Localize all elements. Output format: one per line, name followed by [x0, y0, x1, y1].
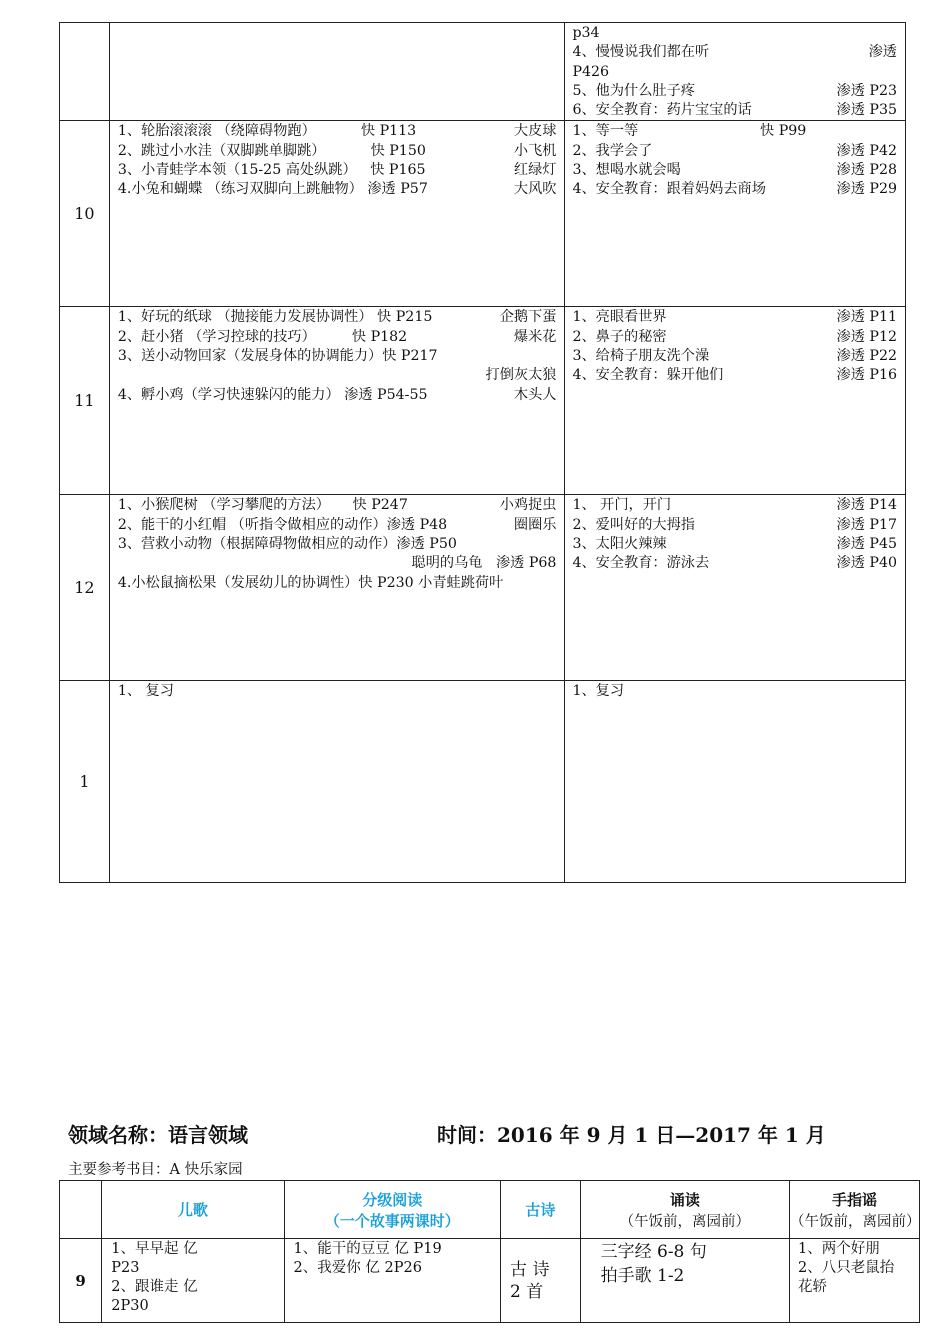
activity-ref: 渗透 P14 [836, 497, 897, 514]
plan-row [60, 681, 906, 883]
activity-text: 3、营救小动物（根据障碍物做相应的动作）渗透 P50 [117, 536, 457, 553]
activity-text: 4、安全教育：游泳去 [572, 555, 710, 572]
activity-line [118, 180, 565, 199]
activity-line [118, 516, 565, 535]
activity-line [572, 63, 905, 82]
activity-text: 1、等一等 快 P99 [572, 123, 807, 140]
activity-line [572, 101, 905, 120]
activity-ref: 圈圈乐 [513, 516, 557, 533]
activity-text: 2、能干的小红帽 （听指令做相应的动作）渗透 P48 [117, 516, 448, 533]
activity-line [572, 180, 905, 199]
activity-line [572, 366, 905, 385]
activity-line [118, 386, 565, 405]
activity-ref: 大皮球 [513, 123, 557, 140]
activity-text: 1、轮胎滚滚滚 （绕障碍物跑） 快 P113 [117, 123, 417, 140]
sports-activities-cell [109, 23, 565, 121]
activity-text: P426 [572, 63, 610, 80]
activity-ref: 渗透 P42 [836, 142, 897, 159]
activity-ref: 渗透 P11 [836, 309, 897, 326]
activity-line [572, 496, 905, 515]
header-nursery-rhymes: 儿歌 [102, 1181, 284, 1239]
health-activities-cell [565, 121, 906, 307]
sports-activities-cell [109, 121, 565, 307]
activity-line [572, 516, 905, 535]
activity-line [118, 366, 565, 385]
activity-ref: 聪明的乌龟 渗透 P68 [411, 555, 557, 572]
activity-text: 3、想喝水就会喝 [572, 162, 681, 179]
activity-line [118, 161, 565, 180]
activity-ref: 打倒灰太狼 [485, 367, 557, 384]
activity-line [118, 535, 565, 554]
ancient-poems-cell: 古 诗 2 首 [501, 1239, 581, 1323]
activity-line [118, 308, 565, 327]
plan-row [60, 307, 906, 495]
activity-line [572, 308, 905, 327]
activity-line [572, 554, 905, 573]
activity-text: 4、慢慢说我们都在听 [572, 44, 710, 61]
activity-ref: 渗透 P45 [836, 536, 897, 553]
activity-ref [556, 347, 564, 366]
activity-text: 1、小猴爬树 （学习攀爬的方法） 快 P247 [117, 497, 408, 514]
activity-ref [897, 682, 905, 701]
activity-text: 3、太阳火辣辣 [572, 536, 667, 553]
activity-line [118, 682, 565, 701]
graded-reading-cell: 1、能干的豆豆 亿 P19 2、我爱你 亿 2P26 [284, 1239, 501, 1323]
month-number [60, 23, 110, 121]
activity-text: 1、好玩的纸球 （抛接能力发展协调性） 快 P215 [117, 309, 433, 326]
health-activities-cell [565, 681, 906, 883]
activity-text: 2、跳过小水洼（双脚跳单脚跳） 快 P150 [117, 142, 426, 159]
activity-ref: 渗透 P12 [836, 328, 897, 345]
recitation-cell: 三字经 6-8 句 拍手歌 1-2 [580, 1239, 789, 1323]
activity-text: p34 [572, 25, 600, 41]
row-month-number: 9 [60, 1239, 102, 1323]
language-domain-table [59, 1180, 920, 1323]
activity-text: 4.小兔和蝴蝶 （练习双脚向上跳触物） 渗透 P57 [117, 181, 428, 198]
sports-activities-cell [109, 681, 565, 883]
activity-text: 2、爱叫好的大拇指 [572, 516, 695, 533]
header-recitation: 诵读 （午饭前，离园前） [580, 1181, 789, 1239]
activity-text: 2、鼻子的秘密 [572, 328, 667, 345]
time-range: 时间：2016 年 9 月 1 日—2017 年 1 月 [437, 1123, 826, 1147]
activity-ref: 渗透 P28 [836, 162, 897, 179]
plan-row [60, 23, 906, 121]
activity-plan-table [59, 22, 906, 883]
activity-text: 1、亮眼看世界 [572, 309, 667, 326]
activity-line [118, 328, 565, 347]
activity-ref [897, 24, 905, 43]
health-activities-cell [565, 495, 906, 681]
activity-ref: 渗透 P40 [836, 555, 897, 572]
activity-text: 4.小松鼠摘松果（发展幼儿的协调性）快 P230 小青蛙跳荷叶 [117, 574, 504, 591]
activity-ref: 小鸡捉虫 [499, 497, 557, 514]
activity-ref: 渗透 P22 [836, 348, 897, 365]
activity-text: 2、我学会了 [572, 142, 653, 159]
activity-text: 1、 开门，开门 [572, 497, 672, 514]
activity-ref: 渗透 P29 [836, 181, 897, 198]
activity-line [572, 682, 905, 701]
sports-activities-cell [109, 307, 565, 495]
finger-rhymes-cell: 1、两个好朋 2、八只老鼠抬 花轿 [790, 1239, 920, 1323]
header-graded-reading: 分级阅读 （一个故事两课时） [284, 1181, 501, 1239]
activity-ref [556, 682, 564, 701]
plan-row [60, 121, 906, 307]
activity-ref [556, 574, 564, 593]
activity-line [572, 328, 905, 347]
activity-line [118, 554, 565, 573]
activity-ref: 渗透 P16 [836, 367, 897, 384]
activity-ref: 大风吹 [513, 181, 557, 198]
activity-line [572, 24, 905, 43]
sports-activities-cell [109, 495, 565, 681]
month-number: 12 [60, 495, 110, 681]
month-number: 10 [60, 121, 110, 307]
activity-text: 4、孵小鸡（学习快速躲闪的能力） 渗透 P54-55 [117, 386, 428, 403]
plan-row [60, 495, 906, 681]
activity-text: 6、安全教育：药片宝宝的话 [572, 102, 752, 119]
activity-text: 1、复习 [572, 683, 625, 700]
activity-ref: 红绿灯 [513, 162, 557, 179]
domain-title: 领域名称：语言领域 [68, 1123, 248, 1147]
activity-text: 3、给椅子朋友洗个澡 [572, 348, 710, 365]
header-blank-cell [60, 1181, 102, 1239]
language-table-row [60, 1239, 920, 1323]
health-activities-cell [565, 307, 906, 495]
activity-ref [897, 122, 905, 141]
activity-text: 1、 复习 [117, 683, 174, 700]
activity-text: 4、安全教育：跟着妈妈去商场 [572, 181, 766, 198]
health-activities-cell [565, 23, 906, 121]
activity-text: 3、送小动物回家（发展身体的协调能力）快 P217 [117, 348, 438, 365]
activity-ref: 渗透 P23 [836, 82, 897, 99]
activity-line [572, 122, 905, 141]
month-number: 1 [60, 681, 110, 883]
activity-ref [556, 535, 564, 554]
activity-line [118, 347, 565, 366]
activity-line [572, 82, 905, 101]
activity-text: 2、赶小猪 （学习控球的技巧） 快 P182 [117, 328, 408, 345]
language-table-header [60, 1181, 920, 1239]
activity-ref: 企鹅下蛋 [499, 309, 557, 326]
activity-text: 4、安全教育：躲开他们 [572, 367, 724, 384]
activity-text: 5、他为什么肚子疼 [572, 82, 695, 99]
activity-line [572, 142, 905, 161]
nursery-rhymes-cell: 1、早早起 亿 P23 2、跟谁走 亿 2P30 [102, 1239, 284, 1323]
activity-text: 3、小青蛙学本领（15-25 高处纵跳） 快 P165 [117, 162, 426, 179]
activity-line [118, 496, 565, 515]
reference-books: 主要参考书目：A 快乐家园 [68, 1162, 243, 1178]
activity-line [118, 142, 565, 161]
activity-line [572, 43, 905, 62]
activity-ref: 爆米花 [513, 328, 557, 345]
activity-line [572, 161, 905, 180]
activity-ref: 渗透 P17 [836, 516, 897, 533]
activity-line [572, 535, 905, 554]
activity-line [118, 122, 565, 141]
header-ancient-poems: 古诗 [501, 1181, 581, 1239]
activity-ref: 渗透 [868, 44, 897, 61]
month-number: 11 [60, 307, 110, 495]
header-finger-rhymes: 手指谣 （午饭前，离园前） [790, 1181, 920, 1239]
activity-ref: 渗透 P35 [836, 102, 897, 119]
activity-ref [897, 63, 905, 82]
activity-ref: 木头人 [513, 386, 557, 403]
activity-line [572, 347, 905, 366]
activity-line [118, 574, 565, 593]
activity-ref: 小飞机 [513, 142, 557, 159]
